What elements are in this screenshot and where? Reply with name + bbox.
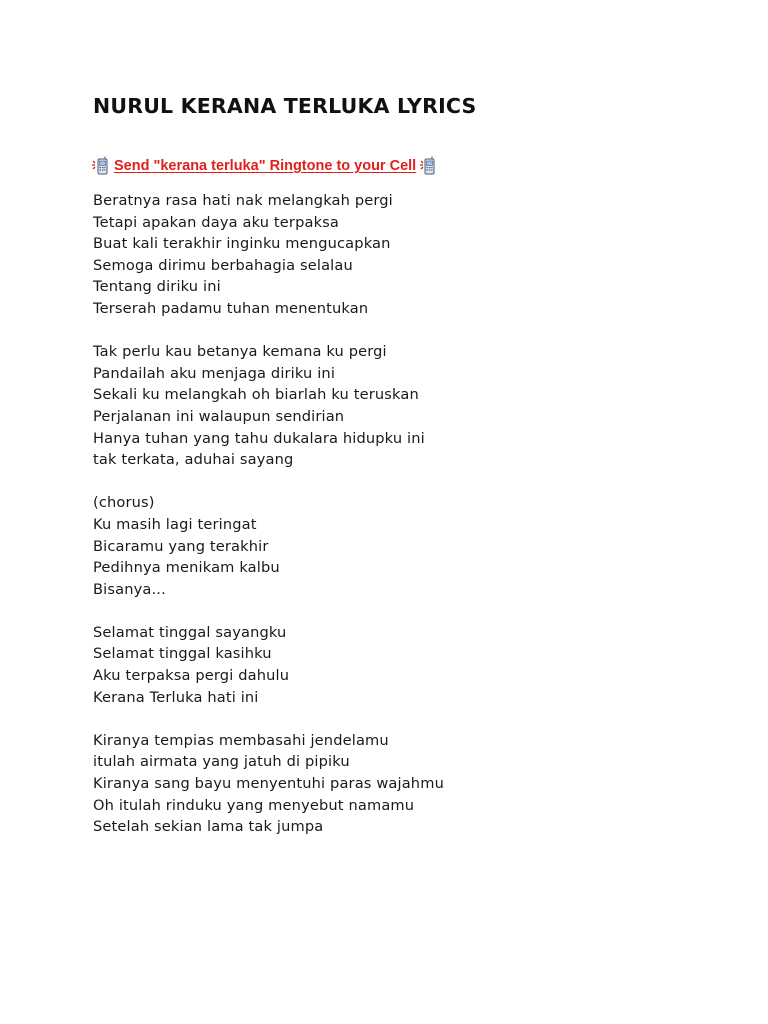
- lyric-line: Hanya tuhan yang tahu dukalara hidupku ini: [93, 429, 425, 447]
- lyric-line: Kiranya sang bayu menyentuhi paras wajahmu: [93, 775, 444, 793]
- lyric-line: tak terkata, aduhai sayang: [93, 451, 294, 469]
- stanza-4: [93, 622, 444, 708]
- lyric-line: Tak perlu kau betanya kemana ku pergi: [93, 343, 387, 361]
- lyric-line: Ku masih lagi teringat: [93, 515, 257, 533]
- lyric-line: Kiranya tempias membasahi jendelamu: [93, 731, 389, 749]
- ringtone-banner: [91, 155, 439, 177]
- lyric-line: Selamat tinggal kasihku: [93, 645, 272, 663]
- lyric-line: Bicaramu yang terakhir: [93, 537, 269, 555]
- lyric-line: (chorus): [93, 494, 155, 512]
- lyric-line: Bisanya...: [93, 580, 166, 598]
- page-title: NURUL KERANA TERLUKA LYRICS: [93, 94, 477, 118]
- lyric-line: Selamat tinggal sayangku: [93, 623, 287, 641]
- lyric-line: Tetapi apakan daya aku terpaksa: [93, 213, 340, 231]
- stanza-3-chorus: [93, 492, 444, 600]
- ringing-phone-icon-left: [91, 156, 113, 176]
- lyric-line: Pandailah aku menjaga diriku ini: [93, 364, 336, 382]
- lyric-line: Kerana Terluka hati ini: [93, 688, 259, 706]
- lyric-line: Pedihnya menikam kalbu: [93, 559, 280, 577]
- lyric-line: Setelah sekian lama tak jumpa: [93, 818, 324, 836]
- lyric-line: Aku terpaksa pergi dahulu: [93, 667, 290, 685]
- stanza-2: [93, 341, 444, 471]
- stanza-5: [93, 730, 444, 838]
- lyric-line: Tentang diriku ini: [93, 278, 221, 296]
- lyric-line: Buat kali terakhir inginku mengucapkan: [93, 235, 391, 253]
- lyric-line: Beratnya rasa hati nak melangkah pergi: [93, 192, 393, 209]
- lyric-line: itulah airmata yang jatuh di pipiku: [93, 753, 350, 771]
- lyric-line: Terserah padamu tuhan menentukan: [93, 299, 369, 317]
- lyric-line: Perjalanan ini walaupun sendirian: [93, 407, 345, 425]
- lyric-line: Sekali ku melangkah oh biarlah ku teruskan: [93, 386, 419, 404]
- stanza-1: [93, 190, 444, 320]
- lyric-line: Oh itulah rinduku yang menyebut namamu: [93, 796, 415, 814]
- lyrics-body: [93, 190, 444, 859]
- lyric-line: Semoga dirimu berbahagia selalau: [93, 256, 353, 274]
- ringtone-link[interactable]: Send "kerana terluka" Ringtone to your Cell: [114, 158, 417, 174]
- ringing-phone-icon-right: [417, 156, 439, 176]
